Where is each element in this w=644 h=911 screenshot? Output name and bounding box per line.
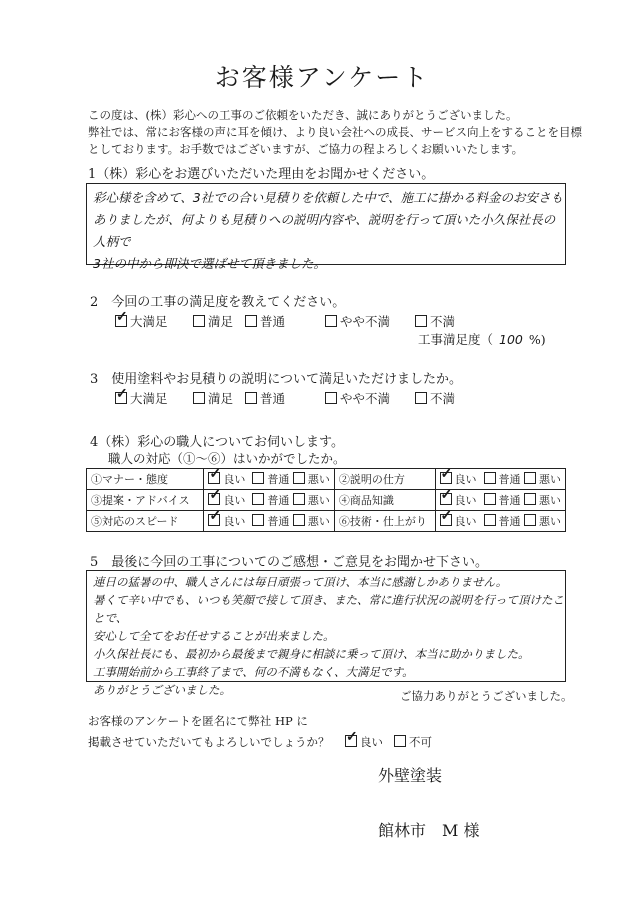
option-futsu[interactable]: 普通	[245, 389, 285, 407]
option-fuman[interactable]: 不満	[415, 312, 455, 330]
answer-line: 連日の猛暑の中、職人さんには毎日頑張って頂け、本当に感謝しかありません。	[93, 575, 508, 589]
checkbox-icon[interactable]	[524, 493, 536, 505]
customer-name: 館林市 M 様	[378, 821, 480, 840]
answer-line: 安心して全てをお任せすることが出来ました。	[93, 629, 335, 643]
publish-question-line2: 掲載させていただいてもよろしいでしょうか？	[88, 735, 330, 749]
publish-question-line1: お客様のアンケートを匿名にて弊社 HP に	[88, 714, 308, 728]
option-yaya-fuman[interactable]: やや不満	[325, 389, 390, 407]
checkbox-icon[interactable]	[524, 514, 536, 526]
question-3-options	[115, 389, 575, 409]
option-manzoku[interactable]: 満足	[193, 312, 233, 330]
checkbox-checked-icon[interactable]	[115, 392, 127, 404]
intro-line: 弊社では、常にお客様の声に耳を傾け、より良い会社への成長、サービス向上をすることを目標	[88, 125, 583, 139]
checkbox-icon[interactable]	[293, 514, 305, 526]
work-type: 外壁塗装	[378, 766, 443, 785]
option-fuman[interactable]: 不満	[415, 389, 455, 407]
checkbox-icon[interactable]	[484, 514, 496, 526]
question-1-answer-box[interactable]	[86, 183, 566, 271]
rating-options[interactable]: ✓ 良い 普通 悪い	[204, 490, 335, 511]
checkbox-checked-icon[interactable]	[440, 514, 452, 526]
answer-line: 3社の中から即決で選ばせて頂きました。	[93, 256, 326, 271]
checkbox-icon[interactable]	[293, 493, 305, 505]
option-dai-manzoku[interactable]: ✓大満足	[115, 312, 168, 330]
publish-option-no[interactable]: 不可	[394, 735, 432, 749]
checkbox-checked-icon[interactable]	[208, 514, 220, 526]
answer-line: 彩心様を含めて、3社での合い見積りを依頼した中で、施工に掛かる料金のお安さも	[93, 190, 563, 205]
table-row	[87, 511, 566, 532]
checkbox-icon[interactable]	[245, 315, 257, 327]
rating-options[interactable]: ✓ 良い 普通 悪い	[204, 511, 335, 532]
table-row	[87, 490, 566, 511]
checkbox-icon[interactable]	[415, 392, 427, 404]
checkbox-icon[interactable]	[245, 392, 257, 404]
checkbox-icon[interactable]	[415, 315, 427, 327]
question-4-label: 4（株）彩心の職人についてお伺いします。	[90, 435, 344, 450]
checkbox-icon[interactable]	[293, 472, 305, 484]
publish-option-yes[interactable]: ✓ 良い	[345, 735, 383, 749]
craftsman-rating-table	[86, 468, 566, 532]
question-4-sub: 職人の対応（①～⑥）はいかがでしたか。	[108, 451, 346, 466]
checkbox-icon[interactable]	[325, 392, 337, 404]
checkbox-checked-icon[interactable]	[115, 315, 127, 327]
thanks-text: ご協力ありがとうございました。	[400, 689, 573, 703]
rating-item: ④商品知識	[334, 490, 435, 511]
intro-text	[88, 107, 588, 158]
intro-line: この度は、(株）彩心への工事のご依頼をいただき、誠にありがとうございました。	[88, 108, 518, 122]
checkbox-checked-icon[interactable]	[440, 472, 452, 484]
checkbox-icon[interactable]	[484, 472, 496, 484]
question-2-label: 2 今回の工事の満足度を教えてください。	[90, 295, 346, 310]
rating-options[interactable]: ✓ 良い 普通 悪い	[204, 469, 335, 490]
question-5-label: 5 最後に今回の工事についてのご感想・ご意見をお聞かせ下さい。	[90, 555, 489, 570]
satisfaction-value[interactable]: 100	[499, 332, 523, 347]
intro-line: としております。お手数ではございますが、ご協力の程よろしくお願いいたします。	[88, 142, 524, 156]
checkbox-checked-icon[interactable]	[440, 493, 452, 505]
option-dai-manzoku[interactable]: ✓大満足	[115, 389, 168, 407]
satisfaction-rate: 工事満足度（ 100 %)	[418, 332, 546, 347]
option-manzoku[interactable]: 満足	[193, 389, 233, 407]
option-futsu[interactable]: 普通	[245, 312, 285, 330]
checkbox-icon[interactable]	[252, 472, 264, 484]
checkbox-checked-icon[interactable]	[208, 472, 220, 484]
question-1-label: 1（株）彩心をお選びいただいた理由をお聞かせください。	[88, 167, 435, 182]
checkbox-checked-icon[interactable]	[345, 735, 357, 747]
checkbox-icon[interactable]	[484, 493, 496, 505]
checkbox-icon[interactable]	[193, 392, 205, 404]
rating-options[interactable]: ✓ 良い 普通 悪い	[435, 469, 566, 490]
answer-line: 工事開始前から工事終了まで、何の不満もなく、大満足です。	[93, 665, 414, 679]
checkbox-icon[interactable]	[193, 315, 205, 327]
answer-line: 小久保社長にも、最初から最後まで親身に相談に乗って頂け、本当に助かりました。	[93, 647, 530, 661]
rating-item: ⑥技術・仕上がり	[334, 511, 435, 532]
rating-options[interactable]: ✓ 良い 普通 悪い	[435, 511, 566, 532]
rating-options[interactable]: ✓ 良い 普通 悪い	[435, 490, 566, 511]
checkbox-icon[interactable]	[524, 472, 536, 484]
rating-item: ⑤対応のスピード	[87, 511, 204, 532]
checkbox-icon[interactable]	[394, 735, 406, 747]
checkbox-icon[interactable]	[252, 514, 264, 526]
answer-line: 暑くて辛い中でも、いつも笑顔で接して頂き、また、常に進行状況の説明を行って頂けたことで、	[93, 593, 565, 625]
answer-line: ありがとうございました。	[93, 683, 231, 697]
answer-line: ありましたが、何よりも見積りへの説明内容や、説明を行って頂いた小久保社長の人柄で	[93, 212, 556, 249]
rating-item: ①マナー・態度	[87, 469, 204, 490]
rating-item: ②説明の仕方	[334, 469, 435, 490]
option-yaya-fuman[interactable]: やや不満	[325, 312, 390, 330]
question-3-label: 3 使用塗料やお見積りの説明について満足いただけましたか。	[90, 372, 463, 387]
page-title: お客様アンケート	[214, 63, 430, 92]
rating-item: ③提案・アドバイス	[87, 490, 204, 511]
publish-options	[345, 734, 432, 750]
checkbox-icon[interactable]	[325, 315, 337, 327]
checkbox-checked-icon[interactable]	[208, 493, 220, 505]
table-row	[87, 469, 566, 490]
checkbox-icon[interactable]	[252, 493, 264, 505]
question-2-options	[115, 312, 575, 332]
